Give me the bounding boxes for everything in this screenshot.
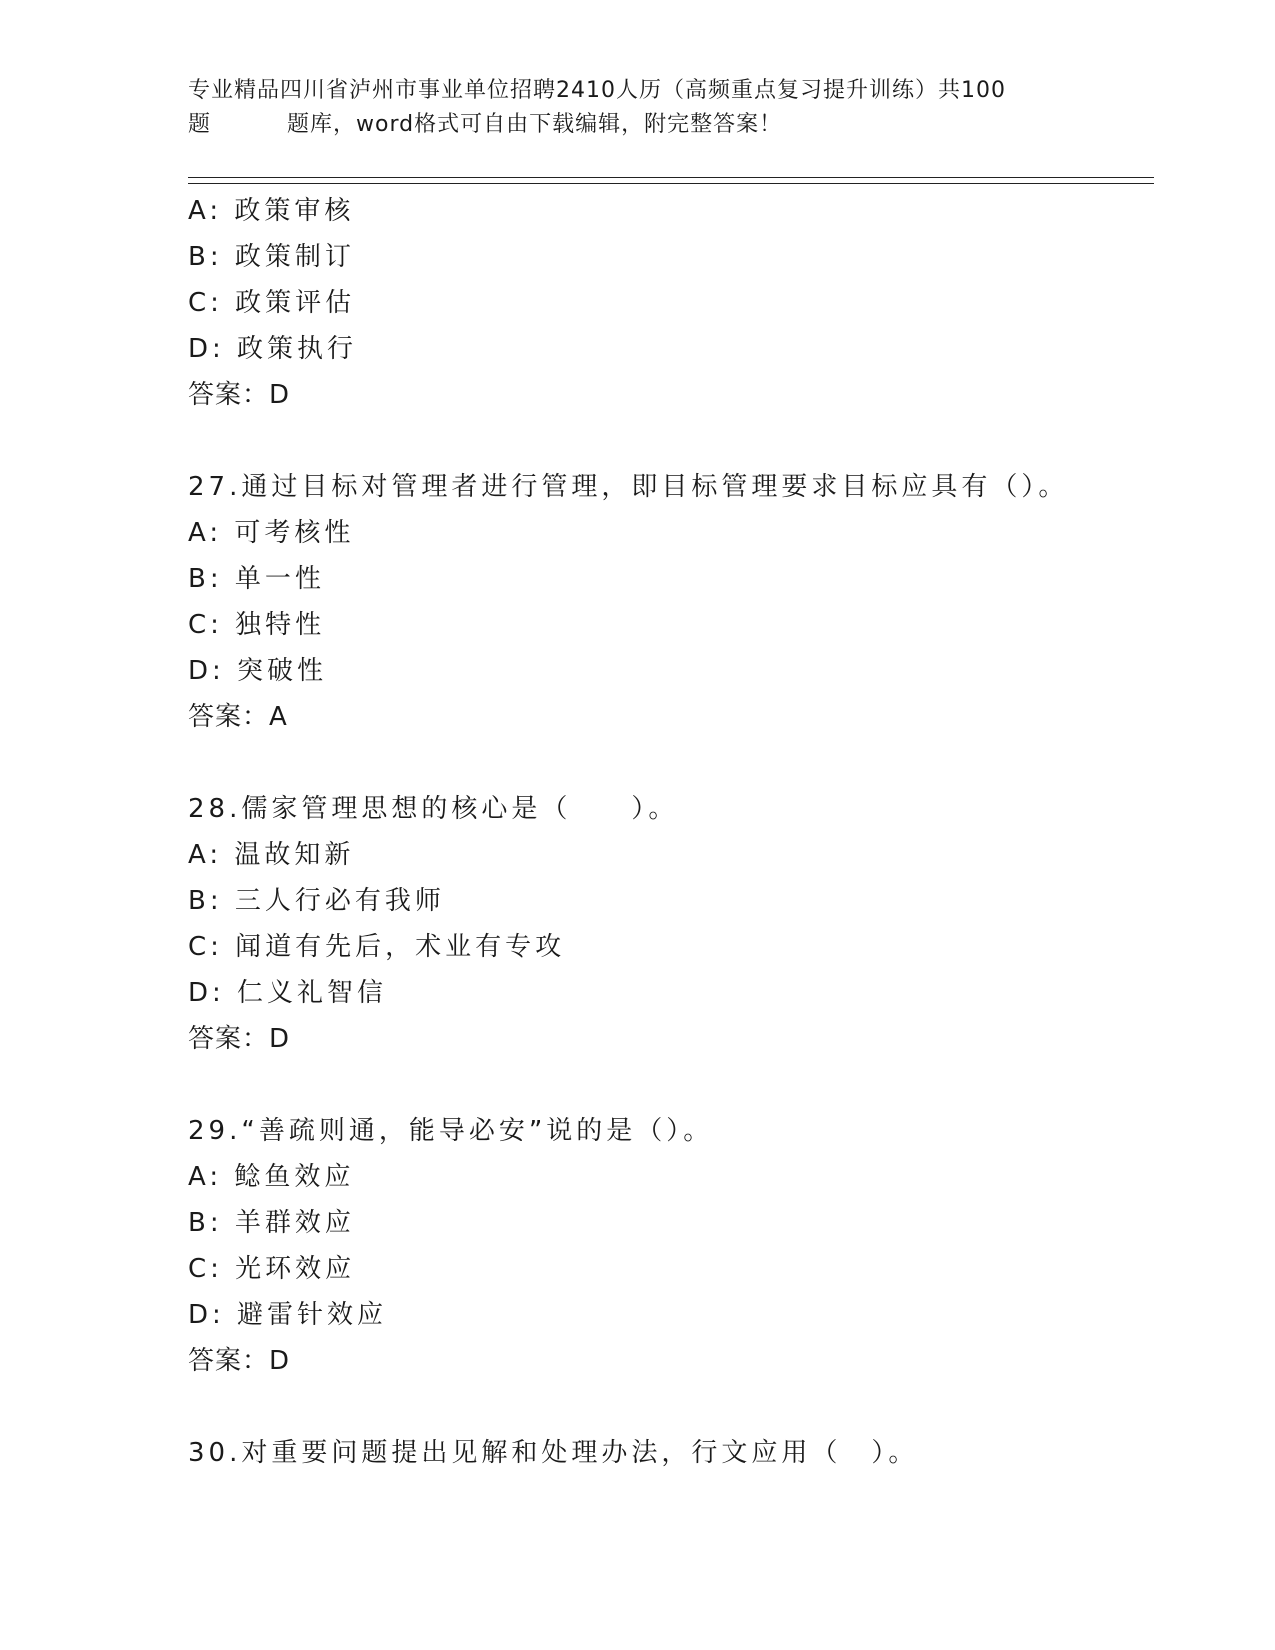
option-c: C: 闻道有先后，术业有专攻 [188,932,566,962]
question-block-26 [188,188,1148,418]
option-b: B: 政策制订 [188,242,355,272]
option-d: D: 政策执行 [188,334,358,364]
header-gap [211,108,287,142]
header-title-line2-right: 题库，word格式可自由下载编辑，附完整答案！ [287,112,783,137]
question-block-28 [188,786,1148,1062]
option-b: B: 单一性 [188,564,325,594]
question-spacer [188,740,1148,786]
option-a: A: 鲶鱼效应 [188,1162,355,1192]
answer-line: 答案：D [188,380,291,410]
question-block-27 [188,464,1148,740]
option-a: A: 温故知新 [188,840,355,870]
question-spacer [188,1062,1148,1108]
question-block-30 [188,1430,1148,1476]
document-header [188,74,1088,142]
option-d: D: 突破性 [188,656,328,686]
question-stem: 30.对重要问题提出见解和处理办法，行文应用（ ）。 [188,1438,919,1468]
question-block-29 [188,1108,1148,1384]
option-b: B: 羊群效应 [188,1208,355,1238]
option-c: C: 光环效应 [188,1254,356,1284]
question-list [188,188,1148,1476]
header-divider-top [188,177,1154,178]
answer-line: 答案：D [188,1024,291,1054]
header-title-line2 [188,108,1088,142]
option-c: C: 政策评估 [188,288,356,318]
option-c: C: 独特性 [188,610,326,640]
question-spacer [188,418,1148,464]
option-b: B: 三人行必有我师 [188,886,445,916]
answer-line: 答案：D [188,1346,291,1376]
question-spacer [188,1384,1148,1430]
question-stem: 28.儒家管理思想的核心是（ ）。 [188,794,679,824]
option-a: A: 政策审核 [188,196,355,226]
option-d: D: 仁义礼智信 [188,978,388,1008]
question-stem: 27.通过目标对管理者进行管理，即目标管理要求目标应具有（）。 [188,472,1069,502]
option-d: D: 避雷针效应 [188,1300,388,1330]
header-title-line2-left: 题 [188,112,212,137]
header-title-line1: 专业精品四川省泸州市事业单位招聘2410人历（高频重点复习提升训练）共100 [188,78,1006,103]
option-a: A: 可考核性 [188,518,355,548]
answer-line: 答案：A [188,702,288,732]
header-divider-bottom [188,183,1154,184]
question-stem: 29.“善疏则通，能导必安”说的是（）。 [188,1116,714,1146]
